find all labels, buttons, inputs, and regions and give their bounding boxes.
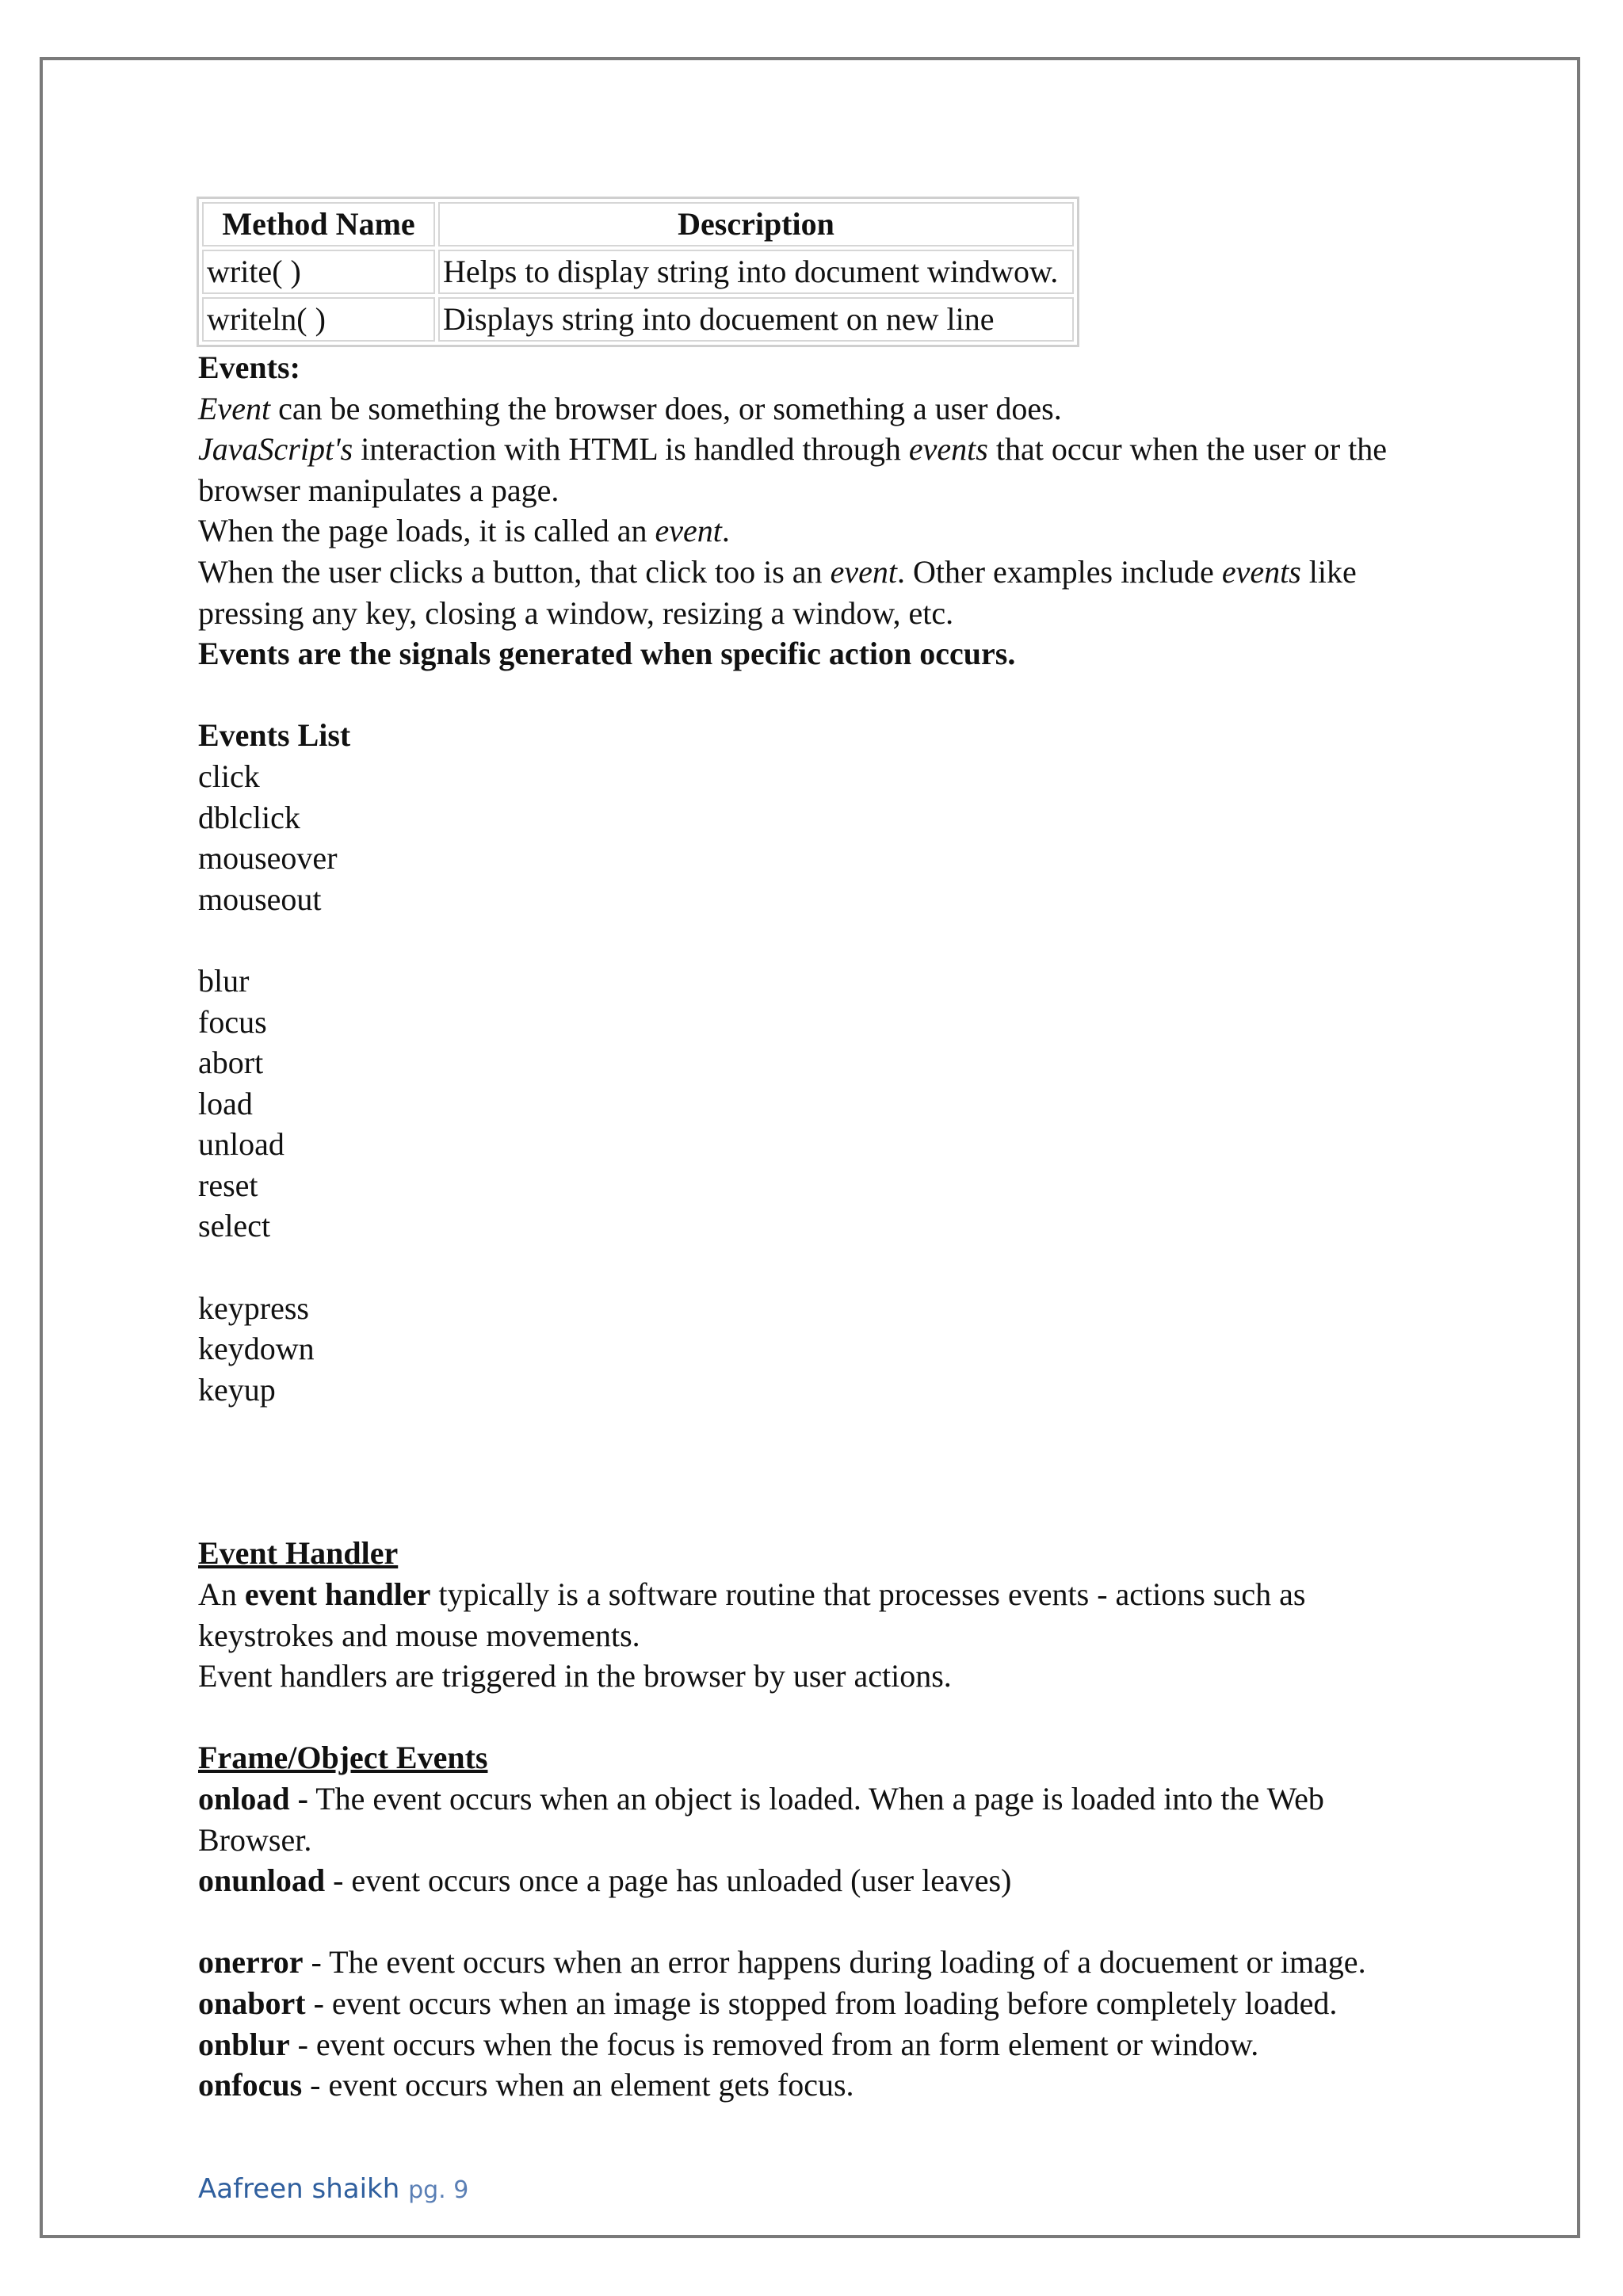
paragraph: When the user clicks a button, that click too is an event. Other examples include events like pressing any key, closing a window, resizing a window, etc.	[198, 553, 1357, 631]
list-item: onblur - event occurs when the focus is removed from an form element or window.	[198, 2026, 1259, 2062]
list-item: blur	[198, 962, 250, 999]
paragraph: An event handler typically is a software routine that processes events - actions such as keystrokes and mouse movements.	[198, 1576, 1306, 1653]
list-item: onerror - The event occurs when an error happens during loading of a docuement or image.	[198, 1944, 1366, 1981]
table-cell: Helps to display string into document windwow.	[438, 250, 1074, 294]
list-item: dblclick	[198, 799, 300, 835]
list-item: keypress	[198, 1289, 309, 1326]
frame-events-heading: Frame/Object Events	[198, 1740, 488, 1776]
list-item: onfocus - event occurs when an element gets focus.	[198, 2067, 854, 2103]
page-footer	[198, 2173, 468, 2205]
list-item: onabort - event occurs when an image is stopped from loading before completely loaded.	[198, 1985, 1338, 2021]
table-cell: writeln( )	[202, 297, 435, 342]
table-cell: Displays string into docuement on new line	[438, 297, 1074, 342]
list-item: mouseover	[198, 840, 338, 877]
list-item: load	[198, 1085, 253, 1121]
list-item: keyup	[198, 1371, 276, 1408]
events-heading: Events:	[198, 350, 300, 385]
list-item: unload	[198, 1126, 285, 1163]
list-item: reset	[198, 1167, 258, 1203]
events-summary: Events are the signals generated when specific action occurs.	[198, 636, 1016, 672]
footer-author: Aafreen shaikh	[198, 2173, 400, 2205]
list-item: focus	[198, 1003, 267, 1040]
list-item: click	[198, 758, 260, 794]
events-list-heading: Events List	[198, 717, 351, 754]
list-item: mouseout	[198, 881, 322, 917]
table-header-cell: Method Name	[202, 202, 435, 246]
table-cell: write( )	[202, 250, 435, 294]
paragraph: When the page loads, it is called an event.	[198, 513, 730, 549]
table-header-cell: Description	[438, 202, 1074, 246]
list-item: onload - The event occurs when an object is loaded. When a page is loaded into the Web Browser.	[198, 1781, 1324, 1858]
paragraph: Event can be something the browser does, or something a user does.	[198, 390, 1062, 426]
list-item: keydown	[198, 1331, 315, 1367]
table-header-row	[202, 202, 1074, 246]
list-item: abort	[198, 1045, 264, 1081]
table-row	[202, 250, 1074, 294]
table-row	[202, 297, 1074, 342]
footer-page-number: pg. 9	[408, 2176, 469, 2204]
list-item: select	[198, 1208, 271, 1244]
event-handler-heading: Event Handler	[198, 1535, 399, 1572]
paragraph: Event handlers are triggered in the browser by user actions.	[198, 1658, 952, 1694]
paragraph: JavaScript's interaction with HTML is handled through events that occur when the user or the browser manipulates a page.	[198, 431, 1388, 508]
methods-table	[197, 197, 1079, 347]
document-body	[198, 197, 1434, 2106]
list-item: onunload - event occurs once a page has unloaded (user leaves)	[198, 1862, 1012, 1899]
